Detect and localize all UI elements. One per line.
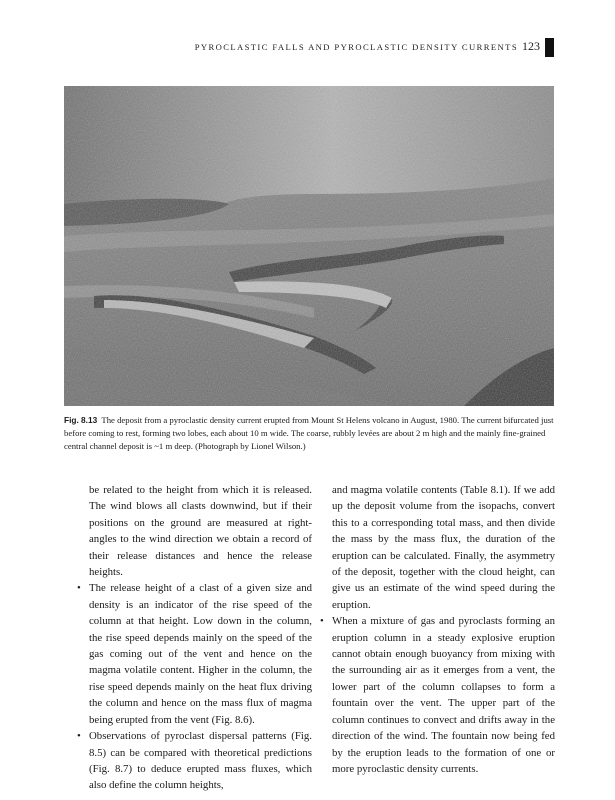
figure-label: Fig. 8.13	[64, 415, 98, 425]
bullet-glyph: •	[77, 730, 81, 743]
bullet-text: The release height of a clast of a given size and density is an indicator of the rise speed of the column at that height. Low down in the column, the rise speed depends mainly on the speed of the gas coming out of the vent and hence on the magma volatile content. Higher in the column, the rise speed depends mainly on the heat flux driving the column and hence on the mass flux of magma being erupted from the vent (Fig. 8.6).	[89, 582, 312, 726]
bullet-item	[77, 728, 312, 794]
bullet-item	[320, 613, 555, 777]
header-rule-bar	[545, 38, 554, 57]
deposit-photograph	[64, 86, 554, 406]
figure-caption	[64, 414, 554, 454]
left-column	[77, 482, 312, 794]
page-number: 123	[522, 39, 540, 53]
bullet-text: When a mixture of gas and pyroclasts forming an eruption column in a steady explosive eruption cannot obtain enough buoyancy from mixing with the surrounding air as it emerges from a vent, the lower part of the column collapses to form a fountain over the vent. The upper part of the column continues to convect and drifts away in the direction of the wind. The fountain now being fed by the eruption leads to the formation of one or more pyroclastic density currents.	[332, 615, 555, 775]
bullet-glyph: •	[320, 615, 324, 628]
bullet-text: Observations of pyroclast dispersal patterns (Fig. 8.5) can be compared with theoretical predictions (Fig. 8.7) to deduce erupted mass fluxes, which also define the column heights,	[89, 730, 312, 792]
running-head: PYROCLASTIC FALLS AND PYROCLASTIC DENSITY CURRENTS	[194, 42, 518, 52]
figure-caption-text: The deposit from a pyroclastic density current erupted from Mount St Helens volcano in August, 1980. The current bifurcated just before coming to rest, forming two lobes, each about 10 m wide. The coarse, rubbly levées are about 2 m high and the mainly fine-grained central channel deposit is ~1 m deep. (Photograph by Lionel Wilson.)	[64, 415, 554, 452]
bullet-item	[77, 580, 312, 728]
right-column	[320, 482, 555, 777]
paragraph-continuation: be related to the height from which it is released. The wind blows all clasts downwind, but if their positions on the ground are measured at right-angles to the wind direction we obtain a record of their release distances and hence the release heights.	[89, 484, 312, 579]
bullet-glyph: •	[77, 582, 81, 595]
paragraph-continuation: and magma volatile contents (Table 8.1). If we add up the deposit volume from the isopachs, convert this to a corresponding total mass, and then divide the mass by the mass flux, the duration of the eruption can be calculated. Finally, the asymmetry of the deposit, together with the cloud height, can give us an estimate of the wind speed during the eruption.	[332, 484, 555, 611]
